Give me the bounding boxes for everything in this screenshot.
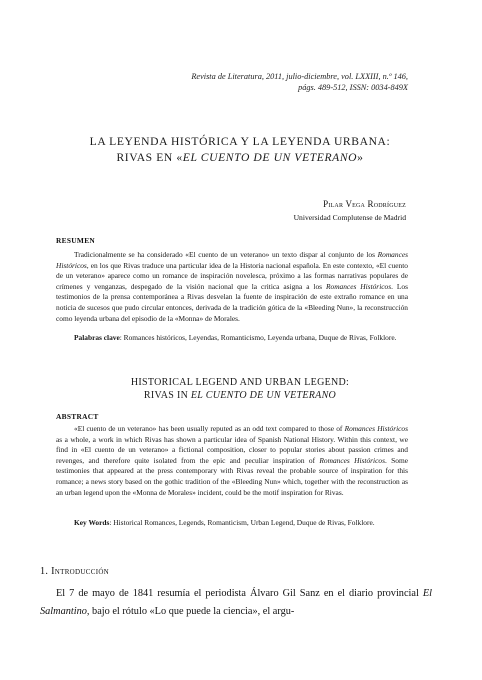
- section-title: Introducción: [51, 566, 110, 577]
- body-paragraph: [40, 585, 432, 620]
- title-line-1: LA LEYENDA HISTÓRICA Y LA LEYENDA URBANA:: [89, 135, 391, 148]
- title-line-2: [40, 150, 440, 166]
- journal-citation: Revista de Literatura, 2011, julio-diciembre, vol. LXXIII, n.º 146,: [191, 72, 408, 81]
- english-title-line-2-italic: EL CUENTO DE UN VETERANO: [190, 390, 337, 402]
- author-affiliation: Universidad Complutense de Madrid: [293, 213, 406, 222]
- abstract-text-2: as a whole, a work in which Rivas has shown a particular idea of Spanish National History. Within this context, we find in «El cuento de un veterano» a fictional composition, closer to popular stories about passion crimes and revenges, and therefore quite isolated from the epic and peculiar inspiration of: [56, 434, 408, 465]
- english-title-line-2: [40, 389, 440, 402]
- resumen-text: [56, 250, 408, 324]
- palabras-clave-label: Palabras clave: [74, 333, 120, 342]
- resumen-italic-1: Romances Históricos: [56, 250, 408, 270]
- title-line-2-suffix: »: [357, 151, 364, 164]
- journal-pages-issn: págs. 489-512, ISSN: 0034-849X: [298, 83, 408, 92]
- body-text-1: El 7 de mayo de 1841 resumía el periodista Álvaro Gil Sanz en el diario provincial: [56, 588, 423, 599]
- section-number: 1.: [40, 566, 52, 577]
- section-heading-introduccion: [40, 566, 109, 577]
- body-text-2: bajo el rótulo «Lo que puede la ciencia», el argu-: [89, 605, 295, 617]
- body-italic-1: El Salmantino,: [40, 588, 432, 617]
- abstract-heading: ABSTRACT: [56, 412, 99, 421]
- journal-header: [191, 71, 408, 93]
- resumen-text-3: . Los testimonios de la prensa contemporánea a Rivas desvelan la fuente de inspiración de este extraño romance en una noticia de sucesos que pudo circular entonces, derivada de la tradición gótica de la «Bleeding Nun», la reconstrucción como leyenda urbana del episodio de la «Monna» de Morales.: [56, 281, 408, 323]
- resumen-italic-2: Romances Históricos: [325, 281, 392, 291]
- article-title: [40, 134, 440, 166]
- abstract-italic-1: Romances Históricos: [344, 424, 408, 433]
- abstract-text-3: . Some testimonies that appeared at the press contemporary with Rivas reveal the probable source of inspiration for this romance; a news story based on the gothic tradition of the «Bleeding Nun» which, together with the reconstruction as an urban legend upon the «Monna de Morales» incident, could be the motif inspiration for Rivas.: [56, 455, 408, 497]
- resumen-text-1: Tradicionalmente se ha considerado «El cuento de un veterano» un texto dispar al conjunto de los: [74, 250, 378, 259]
- resumen-text-2: , en los que Rivas traduce una particular idea de la Historia nacional española. En este contexto, «El cuento de un veterano» aparece como un romance de inspiración novelesca, próximo a las formas narrativas populares de crímenes y venganzas, despegado de la visión nacional que la critica asigna a los: [56, 260, 408, 291]
- abstract-text-1: «El cuento de un veterano» has been usually reputed as an odd text compared to those of: [74, 424, 345, 433]
- palabras-clave: [56, 333, 408, 344]
- english-title-line-1: HISTORICAL LEGEND AND URBAN LEGEND:: [130, 377, 350, 388]
- key-words-label: Key Words: [74, 518, 110, 527]
- abstract-text: [56, 424, 408, 498]
- abstract-italic-2: Romances Históricos: [319, 455, 385, 465]
- title-line-2-italic: EL CUENTO DE UN VETERANO: [182, 151, 358, 164]
- author-block: [294, 198, 406, 224]
- key-words-text: : Historical Romances, Legends, Romanticism, Urban Legend, Duque de Rivas, Folklore.: [109, 518, 375, 527]
- title-line-2-prefix: RIVAS EN «: [116, 151, 183, 164]
- english-title-line-2-prefix: RIVAS IN: [143, 390, 191, 402]
- author-name: Pilar Vega Rodríguez: [323, 199, 406, 209]
- resumen-heading: RESUMEN: [56, 236, 96, 245]
- palabras-clave-text: : Romances históricos, Leyendas, Romanticismo, Leyenda urbana, Duque de Rivas, Folklore.: [119, 333, 397, 342]
- english-title: [40, 376, 440, 403]
- key-words: [56, 518, 408, 529]
